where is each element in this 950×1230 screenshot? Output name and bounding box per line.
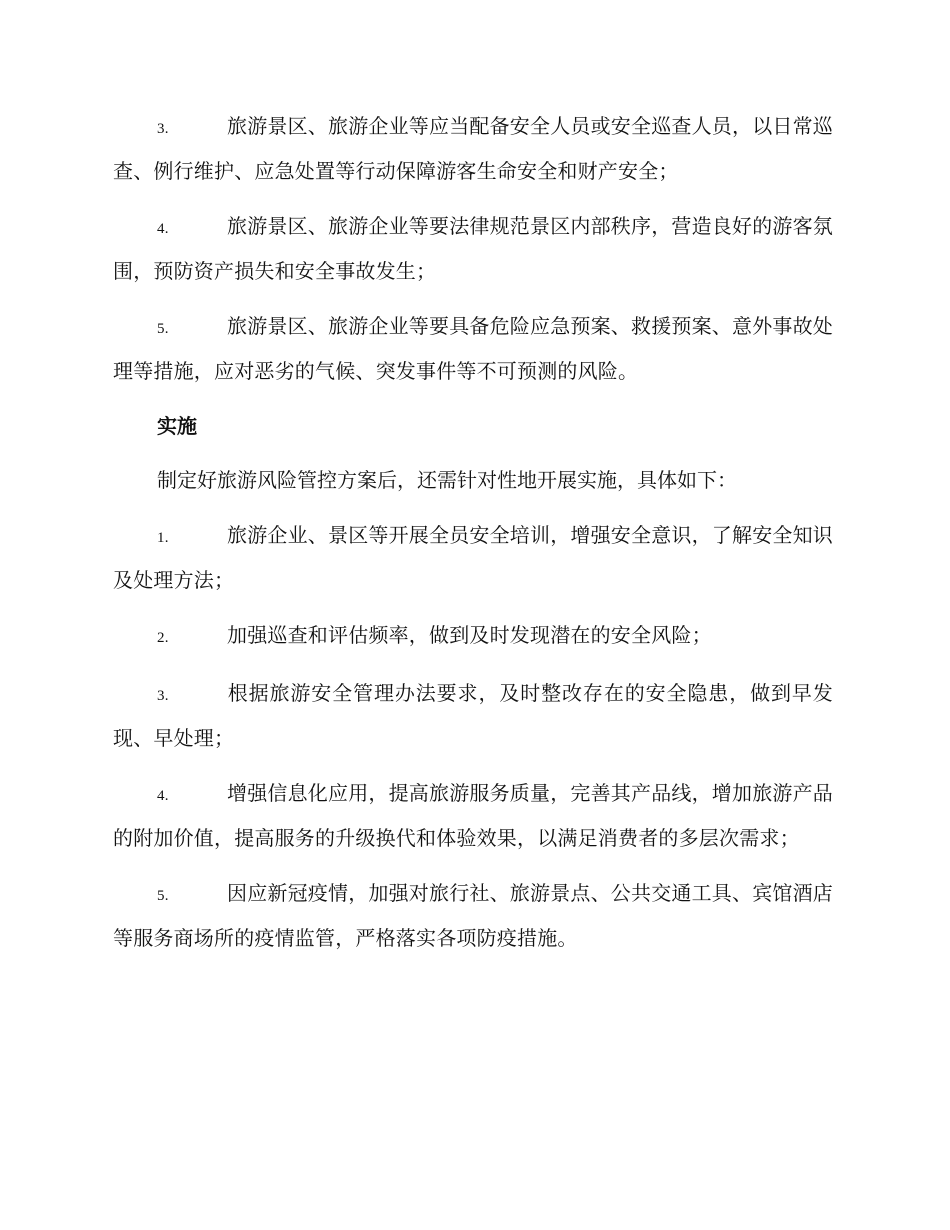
list-number: 3.: [157, 688, 169, 704]
list-number: 5.: [157, 321, 169, 337]
list-number: 4.: [157, 788, 169, 804]
list-item: [113, 105, 833, 192]
list-text: 因应新冠疫情，加强对旅行社、旅游景点、公共交通工具、宾馆酒店等服务商场所的疫情监管，严格落实各项防疫措施。: [113, 881, 833, 950]
list-text: 增强信息化应用，提高旅游服务质量，完善其产品线，增加旅游产品的附加价值，提高服务的升级换代和体验效果，以满足消费者的多层次需求；: [113, 781, 833, 850]
list-item: [113, 305, 833, 392]
list-item: [113, 514, 833, 601]
intro-paragraph: 制定好旅游风险管控方案后，还需针对性地开展实施，具体如下：: [157, 468, 737, 492]
list-item: [113, 205, 833, 292]
list-number: 3.: [157, 121, 169, 137]
list-number: 5.: [157, 888, 169, 904]
list-item: [113, 872, 833, 959]
list-item: [113, 772, 833, 859]
list-number: 4.: [157, 221, 169, 237]
section-heading: 实施: [157, 414, 197, 438]
list-number: 2.: [157, 630, 169, 646]
list-number: 1.: [157, 530, 169, 546]
document-body: [113, 105, 833, 972]
list-text: 旅游企业、景区等开展全员安全培训，增强安全意识，了解安全知识及处理方法；: [113, 523, 833, 592]
list-text: 根据旅游安全管理办法要求，及时整改存在的安全隐患，做到早发现、早处理；: [113, 681, 833, 750]
list-item: [113, 672, 833, 759]
list-text: 旅游景区、旅游企业等要具备危险应急预案、救援预案、意外事故处理等措施，应对恶劣的气候、突发事件等不可预测的风险。: [113, 314, 833, 383]
list-text: 旅游景区、旅游企业等要法律规范景区内部秩序，营造良好的游客氛围，预防资产损失和安全事故发生；: [113, 214, 833, 283]
list-text: 加强巡查和评估频率，做到及时发现潜在的安全风险；: [227, 623, 712, 647]
list-text: 旅游景区、旅游企业等应当配备安全人员或安全巡查人员，以日常巡查、例行维护、应急处置等行动保障游客生命安全和财产安全；: [113, 114, 833, 183]
list-item: [113, 614, 833, 659]
